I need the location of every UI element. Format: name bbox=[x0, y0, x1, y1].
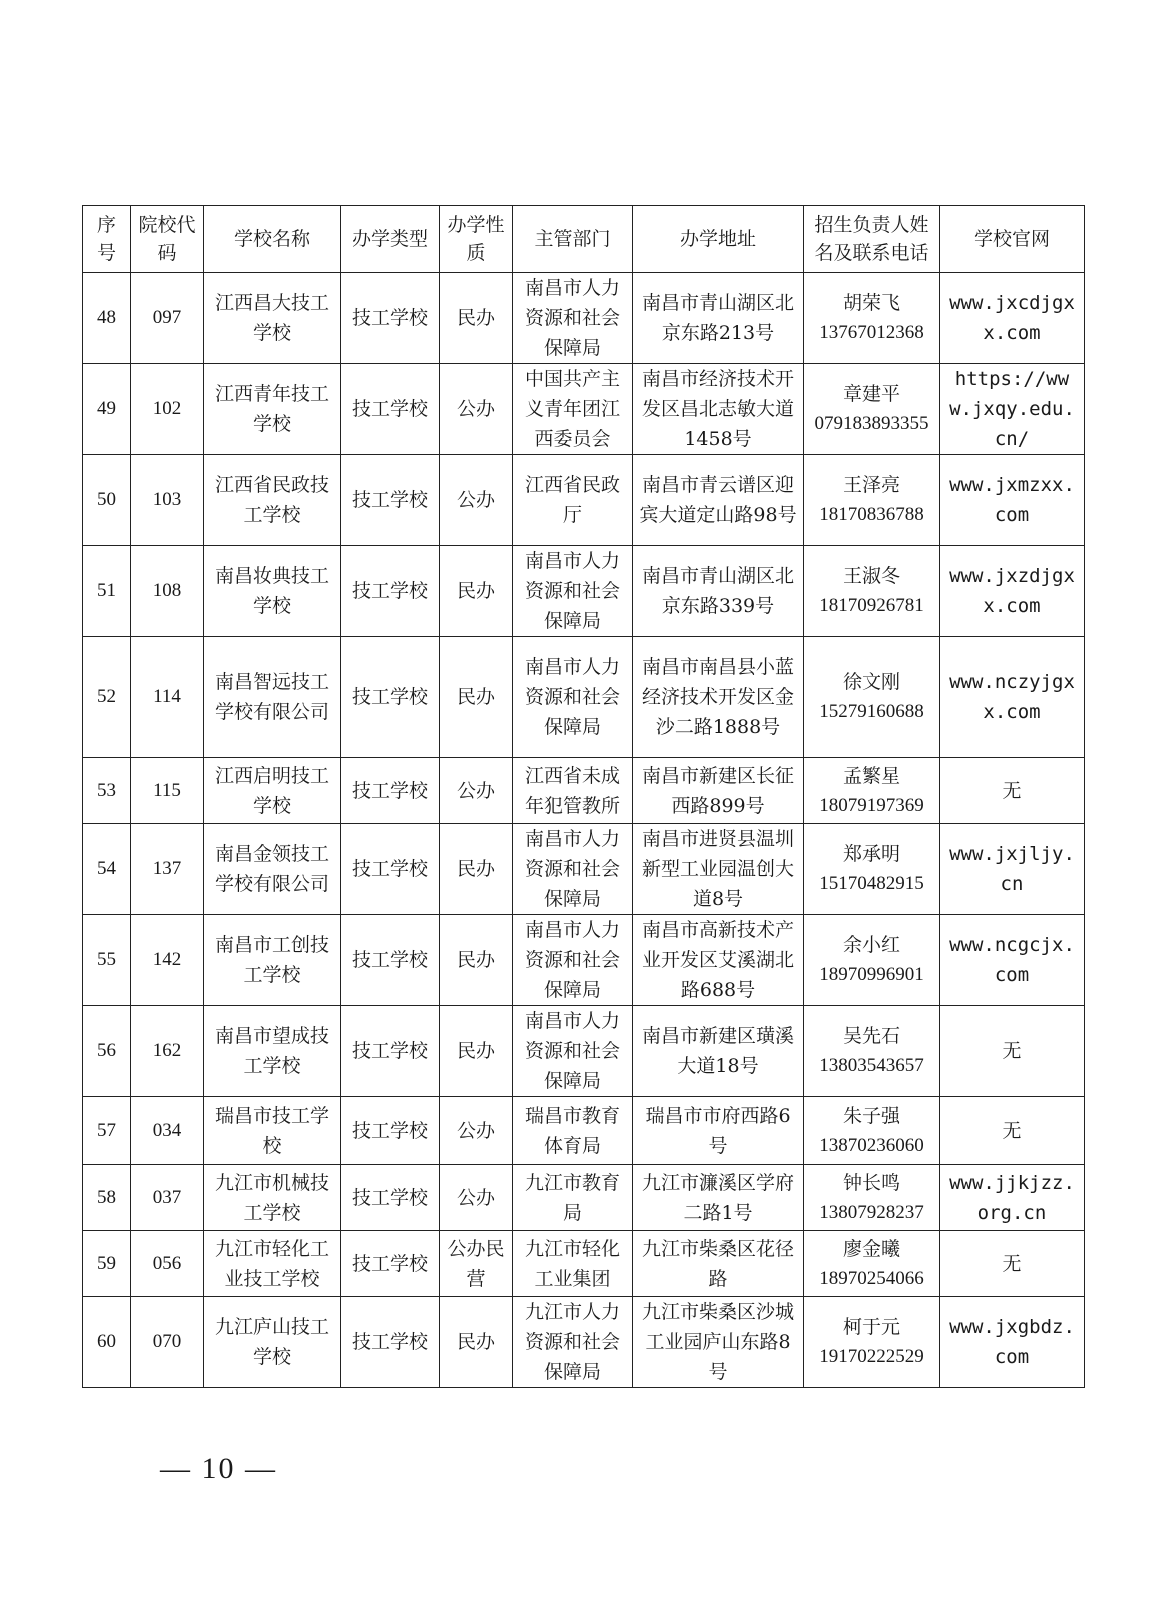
contact-phone: 19170222529 bbox=[819, 1346, 924, 1367]
cell-address: 南昌市进贤县温圳新型工业园温创大道8号 bbox=[633, 824, 804, 915]
cell-index: 48 bbox=[83, 273, 131, 364]
table-row bbox=[83, 364, 1085, 455]
cell-index: 54 bbox=[83, 824, 131, 915]
cell-address: 九江市濂溪区学府二路1号 bbox=[633, 1165, 804, 1231]
cell-school-name: 江西昌大技工学校 bbox=[204, 273, 341, 364]
cell-contact bbox=[804, 1297, 940, 1388]
cell-school-code: 114 bbox=[131, 637, 204, 758]
cell-school-code: 115 bbox=[131, 758, 204, 824]
cell-school-name: 江西省民政技工学校 bbox=[204, 455, 341, 546]
cell-school-code: 097 bbox=[131, 273, 204, 364]
cell-school-nature: 公办 bbox=[440, 455, 513, 546]
cell-department: 九江市人力资源和社会保障局 bbox=[513, 1297, 633, 1388]
cell-website: 无 bbox=[940, 1097, 1085, 1165]
cell-department: 瑞昌市教育体育局 bbox=[513, 1097, 633, 1165]
cell-index: 55 bbox=[83, 915, 131, 1006]
cell-school-code: 070 bbox=[131, 1297, 204, 1388]
contact-phone: 18170926781 bbox=[819, 595, 924, 616]
cell-website: 无 bbox=[940, 1231, 1085, 1297]
cell-contact bbox=[804, 455, 940, 546]
contact-name: 孟繁星 bbox=[842, 764, 900, 787]
cell-address: 南昌市高新技术产业开发区艾溪湖北路688号 bbox=[633, 915, 804, 1006]
cell-contact bbox=[804, 637, 940, 758]
cell-address: 南昌市经济技术开发区昌北志敏大道1458号 bbox=[633, 364, 804, 455]
cell-school-type: 技工学校 bbox=[341, 824, 440, 915]
contact-name: 郑承明 bbox=[842, 843, 900, 865]
cell-school-type: 技工学校 bbox=[341, 273, 440, 364]
cell-index: 50 bbox=[83, 455, 131, 546]
cell-school-nature: 民办 bbox=[440, 273, 513, 364]
cell-contact bbox=[804, 1165, 940, 1231]
cell-address: 南昌市新建区璜溪大道18号 bbox=[633, 1006, 804, 1097]
table-row bbox=[83, 637, 1085, 758]
contact-name: 章建平 bbox=[842, 383, 900, 405]
header-department: 主管部门 bbox=[513, 206, 633, 273]
contact-name: 余小红 bbox=[842, 934, 900, 956]
cell-website: www.ncgcjx.com bbox=[940, 915, 1085, 1006]
header-website: 学校官网 bbox=[940, 206, 1085, 273]
contact-phone: 18079197369 bbox=[819, 794, 924, 816]
cell-school-name: 南昌智远技工学校有限公司 bbox=[204, 637, 341, 758]
header-index: 序号 bbox=[83, 206, 131, 273]
cell-school-type: 技工学校 bbox=[341, 546, 440, 637]
cell-school-code: 162 bbox=[131, 1006, 204, 1097]
cell-department: 南昌市人力资源和社会保障局 bbox=[513, 637, 633, 758]
cell-address: 九江市柴桑区花径路 bbox=[633, 1231, 804, 1297]
cell-school-nature: 民办 bbox=[440, 1297, 513, 1388]
contact-phone: 18970254066 bbox=[819, 1267, 924, 1289]
cell-department: 南昌市人力资源和社会保障局 bbox=[513, 824, 633, 915]
cell-department: 南昌市人力资源和社会保障局 bbox=[513, 915, 633, 1006]
cell-school-nature: 民办 bbox=[440, 546, 513, 637]
contact-name: 王淑冬 bbox=[842, 565, 900, 587]
header-row bbox=[83, 206, 1085, 273]
cell-website: www.jxcdjgxx.com bbox=[940, 273, 1085, 364]
cell-website: www.jxzdjgxx.com bbox=[940, 546, 1085, 637]
contact-phone: 13803543657 bbox=[819, 1055, 924, 1076]
cell-school-nature: 民办 bbox=[440, 824, 513, 915]
cell-department: 南昌市人力资源和社会保障局 bbox=[513, 1006, 633, 1097]
contact-name: 徐文刚 bbox=[842, 671, 900, 693]
cell-school-name: 南昌金领技工学校有限公司 bbox=[204, 824, 341, 915]
cell-website: 无 bbox=[940, 1006, 1085, 1097]
cell-school-type: 技工学校 bbox=[341, 637, 440, 758]
cell-school-type: 技工学校 bbox=[341, 1165, 440, 1231]
cell-contact bbox=[804, 273, 940, 364]
cell-school-name: 南昌市工创技工学校 bbox=[204, 915, 341, 1006]
cell-address: 九江市柴桑区沙城工业园庐山东路8号 bbox=[633, 1297, 804, 1388]
cell-department: 中国共产主义青年团江西委员会 bbox=[513, 364, 633, 455]
table-row bbox=[83, 1165, 1085, 1231]
cell-school-type: 技工学校 bbox=[341, 364, 440, 455]
cell-school-type: 技工学校 bbox=[341, 455, 440, 546]
cell-department: 江西省民政厅 bbox=[513, 455, 633, 546]
cell-address: 南昌市新建区长征西路899号 bbox=[633, 758, 804, 824]
cell-website: www.jxmzxx.com bbox=[940, 455, 1085, 546]
cell-department: 南昌市人力资源和社会保障局 bbox=[513, 273, 633, 364]
cell-contact bbox=[804, 915, 940, 1006]
table-row bbox=[83, 1231, 1085, 1297]
cell-school-nature: 公办 bbox=[440, 1165, 513, 1231]
cell-index: 53 bbox=[83, 758, 131, 824]
cell-department: 南昌市人力资源和社会保障局 bbox=[513, 546, 633, 637]
cell-school-type: 技工学校 bbox=[341, 915, 440, 1006]
cell-school-type: 技工学校 bbox=[341, 1297, 440, 1388]
cell-school-code: 142 bbox=[131, 915, 204, 1006]
cell-index: 60 bbox=[83, 1297, 131, 1388]
cell-website: www.jxgbdz.com bbox=[940, 1297, 1085, 1388]
cell-school-type: 技工学校 bbox=[341, 758, 440, 824]
cell-website: https://www.jxqy.edu.cn/ bbox=[940, 364, 1085, 455]
cell-school-nature: 公办 bbox=[440, 364, 513, 455]
cell-school-code: 103 bbox=[131, 455, 204, 546]
cell-contact bbox=[804, 1097, 940, 1165]
cell-school-name: 九江市机械技工学校 bbox=[204, 1165, 341, 1231]
header-school-type: 办学类型 bbox=[341, 206, 440, 273]
cell-school-name: 南昌妆典技工学校 bbox=[204, 546, 341, 637]
cell-department: 九江市教育局 bbox=[513, 1165, 633, 1231]
contact-name: 胡荣飞 bbox=[842, 292, 900, 314]
contact-phone: 15279160688 bbox=[819, 701, 924, 722]
contact-phone: 13807928237 bbox=[819, 1201, 924, 1223]
contact-name: 廖金曦 bbox=[842, 1237, 900, 1260]
cell-website: www.jjkjzz.org.cn bbox=[940, 1165, 1085, 1231]
cell-school-type: 技工学校 bbox=[341, 1097, 440, 1165]
table-row bbox=[83, 1097, 1085, 1165]
cell-index: 58 bbox=[83, 1165, 131, 1231]
table-row bbox=[83, 1006, 1085, 1097]
contact-name: 朱子强 bbox=[842, 1104, 900, 1127]
table-row bbox=[83, 273, 1085, 364]
cell-address: 南昌市青云谱区迎宾大道定山路98号 bbox=[633, 455, 804, 546]
cell-index: 49 bbox=[83, 364, 131, 455]
header-school-nature: 办学性质 bbox=[440, 206, 513, 273]
cell-website: www.nczyjgxx.com bbox=[940, 637, 1085, 758]
cell-school-nature: 公办 bbox=[440, 758, 513, 824]
cell-school-name: 南昌市望成技工学校 bbox=[204, 1006, 341, 1097]
contact-phone: 079183893355 bbox=[814, 413, 929, 434]
table-row bbox=[83, 546, 1085, 637]
contact-name: 王泽亮 bbox=[842, 474, 900, 496]
cell-contact bbox=[804, 758, 940, 824]
table-row bbox=[83, 915, 1085, 1006]
table-row bbox=[83, 758, 1085, 824]
contact-phone: 15170482915 bbox=[819, 873, 924, 894]
cell-school-nature: 公办 bbox=[440, 1097, 513, 1165]
header-address: 办学地址 bbox=[633, 206, 804, 273]
cell-address: 南昌市青山湖区北京东路339号 bbox=[633, 546, 804, 637]
cell-index: 59 bbox=[83, 1231, 131, 1297]
contact-name: 钟长鸣 bbox=[842, 1171, 900, 1194]
cell-index: 57 bbox=[83, 1097, 131, 1165]
cell-school-code: 137 bbox=[131, 824, 204, 915]
contact-name: 吴先石 bbox=[842, 1025, 900, 1047]
cell-contact bbox=[804, 546, 940, 637]
cell-contact bbox=[804, 1231, 940, 1297]
cell-index: 52 bbox=[83, 637, 131, 758]
cell-school-name: 九江市轻化工业技工学校 bbox=[204, 1231, 341, 1297]
cell-department: 九江市轻化工业集团 bbox=[513, 1231, 633, 1297]
cell-index: 51 bbox=[83, 546, 131, 637]
cell-school-nature: 公办民营 bbox=[440, 1231, 513, 1297]
contact-name: 柯于元 bbox=[842, 1316, 900, 1338]
cell-school-name: 江西启明技工学校 bbox=[204, 758, 341, 824]
cell-contact bbox=[804, 824, 940, 915]
cell-school-code: 037 bbox=[131, 1165, 204, 1231]
contact-phone: 18170836788 bbox=[819, 504, 924, 525]
contact-phone: 18970996901 bbox=[819, 964, 924, 985]
cell-school-nature: 民办 bbox=[440, 1006, 513, 1097]
cell-website: www.jxjljy.cn bbox=[940, 824, 1085, 915]
table-row bbox=[83, 455, 1085, 546]
header-school-code: 院校代码 bbox=[131, 206, 204, 273]
cell-website: 无 bbox=[940, 758, 1085, 824]
cell-school-type: 技工学校 bbox=[341, 1006, 440, 1097]
cell-school-code: 102 bbox=[131, 364, 204, 455]
cell-address: 南昌市青山湖区北京东路213号 bbox=[633, 273, 804, 364]
cell-contact bbox=[804, 1006, 940, 1097]
header-school-name: 学校名称 bbox=[204, 206, 341, 273]
cell-school-code: 034 bbox=[131, 1097, 204, 1165]
cell-index: 56 bbox=[83, 1006, 131, 1097]
school-table bbox=[82, 205, 1085, 1388]
cell-school-nature: 民办 bbox=[440, 915, 513, 1006]
cell-school-name: 江西青年技工学校 bbox=[204, 364, 341, 455]
cell-address: 南昌市南昌县小蓝经济技术开发区金沙二路1888号 bbox=[633, 637, 804, 758]
cell-school-code: 056 bbox=[131, 1231, 204, 1297]
cell-school-code: 108 bbox=[131, 546, 204, 637]
cell-school-name: 九江庐山技工学校 bbox=[204, 1297, 341, 1388]
cell-contact bbox=[804, 364, 940, 455]
cell-address: 瑞昌市市府西路6号 bbox=[633, 1097, 804, 1165]
page-number: — 10 — bbox=[160, 1452, 277, 1485]
header-contact: 招生负责人姓名及联系电话 bbox=[804, 206, 940, 273]
cell-school-nature: 民办 bbox=[440, 637, 513, 758]
cell-school-name: 瑞昌市技工学校 bbox=[204, 1097, 341, 1165]
contact-phone: 13767012368 bbox=[819, 322, 924, 343]
contact-phone: 13870236060 bbox=[819, 1134, 924, 1156]
table-row bbox=[83, 824, 1085, 915]
cell-department: 江西省未成年犯管教所 bbox=[513, 758, 633, 824]
cell-school-type: 技工学校 bbox=[341, 1231, 440, 1297]
table-row bbox=[83, 1297, 1085, 1388]
